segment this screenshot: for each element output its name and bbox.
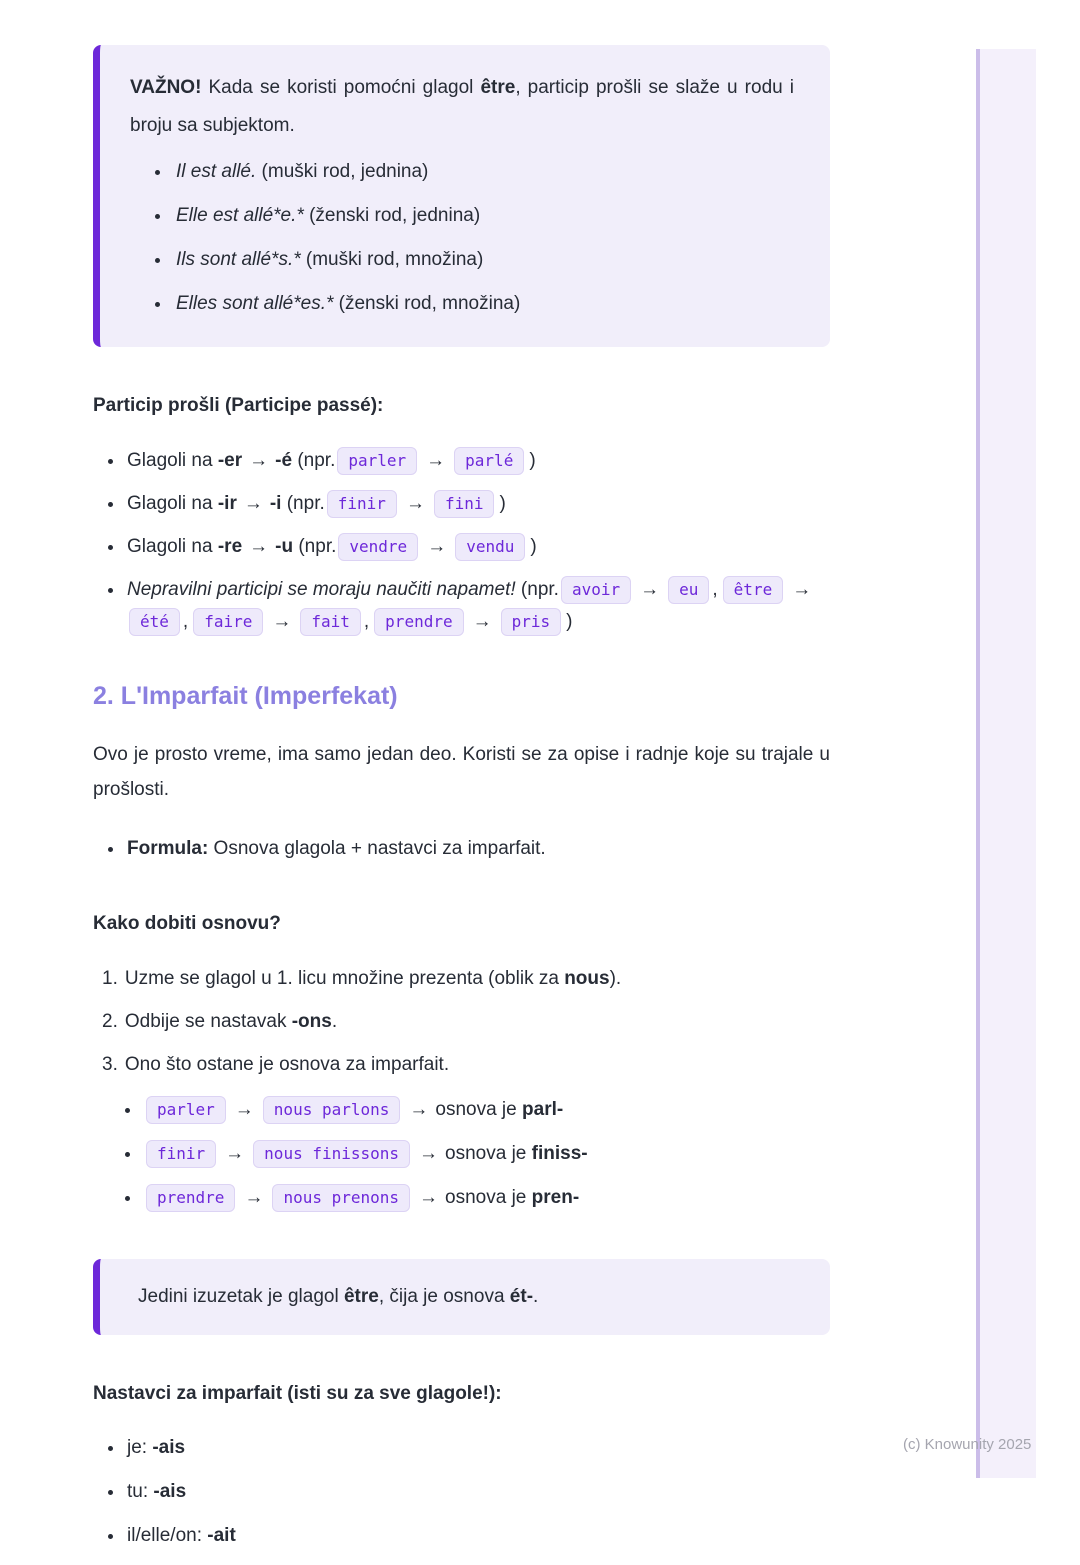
arrow-icon: → (472, 611, 492, 632)
stem-examples-list (102, 1093, 830, 1215)
arrow-icon: → (243, 493, 263, 514)
arrow-icon: → (272, 611, 292, 632)
code-badge: vendre (338, 533, 418, 561)
arrow-icon: → (409, 1099, 429, 1120)
endings-list (93, 1433, 830, 1551)
formula-list (93, 833, 830, 865)
step-number: 3. (102, 1054, 118, 1075)
step-number: 2. (102, 1011, 118, 1032)
code-badge: parlé (454, 447, 524, 475)
rule-item: • Glagoli na -ir → -i (npr. finir → fini ) (125, 488, 830, 520)
stem-example-item: • parler → nous parlons → osnova je parl- (142, 1093, 830, 1127)
arrow-icon: → (244, 1187, 264, 1208)
ending-item: • je: -ais (125, 1433, 830, 1463)
heading-imparfait: 2. L'Imparfait (Imperfekat) (93, 682, 398, 710)
formula-item: • Formula: Osnova glagola + nastavci za imparfait. (125, 833, 830, 865)
code-badge: été (129, 608, 180, 636)
arrow-icon: → (225, 1143, 245, 1164)
code-badge: fait (300, 608, 361, 636)
code-badge: faire (193, 608, 263, 636)
arrow-icon: → (792, 579, 812, 600)
ending-item: • tu: -ais (125, 1477, 830, 1507)
arrow-icon: → (405, 493, 425, 514)
page-content (93, 45, 830, 1565)
agreement-examples-list (130, 157, 794, 319)
rule-item-irregular: • Nepravilni participi se moraju naučiti napamet! (npr. avoir → eu , être →été , faire → fait , prendre → pris ) (125, 574, 830, 638)
list-item: • Elles sont allé*es.* (ženski rod, množina) (172, 289, 794, 319)
arrow-icon: → (249, 536, 269, 557)
heading-endings: Nastavci za imparfait (isti su za sve glagole!): (93, 1383, 502, 1404)
list-item: • Ils sont allé*s.* (muški rod, množina) (172, 245, 794, 275)
arrow-icon: → (419, 1143, 439, 1164)
step-item: 3. Ono što ostane je osnova za imparfait. • parler → nous parlons → osnova je parl- • finir → nous finissons → osnova je finiss- • prendre → nous prenons → osnova je pren- (102, 1049, 830, 1215)
next-page-edge (976, 49, 1036, 1478)
participle-rules-list (93, 445, 830, 638)
callout-important (93, 45, 830, 347)
code-badge: pris (501, 608, 562, 636)
stem-example-item: • prendre → nous prenons → osnova je pren- (142, 1181, 830, 1215)
code-badge: prendre (146, 1184, 235, 1212)
callout-important-label: VAŽNO! (130, 77, 202, 98)
code-badge: prendre (374, 608, 463, 636)
heading-participe-passe: Particip prošli (Participe passé): (93, 395, 384, 416)
code-badge: finir (327, 490, 397, 518)
formula-label: Formula: (127, 838, 209, 859)
ending-item: • il/elle/on: -ait (125, 1521, 830, 1551)
arrow-icon: → (426, 450, 446, 471)
heading-how-to-get-stem: Kako dobiti osnovu? (93, 913, 281, 934)
arrow-icon: → (419, 1187, 439, 1208)
code-badge: finir (146, 1140, 216, 1168)
copyright-notice: (c) Knowunity 2025 (903, 1436, 1032, 1453)
list-item: • Elle est allé*e.* (ženski rod, jednina) (172, 201, 794, 231)
code-badge: parler (146, 1096, 226, 1124)
callout-exception (93, 1259, 830, 1335)
rule-item: • Glagoli na -re → -u (npr. vendre → vendu ) (125, 531, 830, 563)
callout-exception-text: Jedini izuzetak je glagol être, čija je osnova ét-. (138, 1286, 539, 1307)
code-badge: être (723, 576, 784, 604)
code-badge: fini (434, 490, 495, 518)
code-badge: avoir (561, 576, 631, 604)
code-badge: vendu (455, 533, 525, 561)
stem-steps-list (93, 963, 830, 1215)
arrow-icon: → (640, 579, 660, 600)
stem-example-item: • finir → nous finissons → osnova je finiss- (142, 1137, 830, 1171)
list-item: • Il est allé. (muški rod, jednina) (172, 157, 794, 187)
callout-important-text: VAŽNO! Kada se koristi pomoćni glagol être, particip prošli se slaže u rodu i broju sa subjektom. (130, 77, 794, 136)
step-item: 1. Uzme se glagol u 1. licu množine prezenta (oblik za nous). (102, 968, 622, 989)
code-badge: nous prenons (272, 1184, 410, 1212)
rule-item: • Glagoli na -er → -é (npr. parler → parlé ) (125, 445, 830, 477)
step-item: 2. Odbije se nastavak -ons. (102, 1011, 338, 1032)
code-badge: nous parlons (263, 1096, 401, 1124)
arrow-icon: → (234, 1099, 254, 1120)
step-number: 1. (102, 968, 118, 989)
imparfait-intro: Ovo je prosto vreme, ima samo jedan deo. Koristi se za opise i radnje koje su trajale u prošlosti. (93, 744, 830, 800)
code-badge: eu (668, 576, 709, 604)
code-badge: nous finissons (253, 1140, 410, 1168)
code-badge: parler (337, 447, 417, 475)
arrow-icon: → (427, 536, 447, 557)
arrow-icon: → (249, 450, 269, 471)
